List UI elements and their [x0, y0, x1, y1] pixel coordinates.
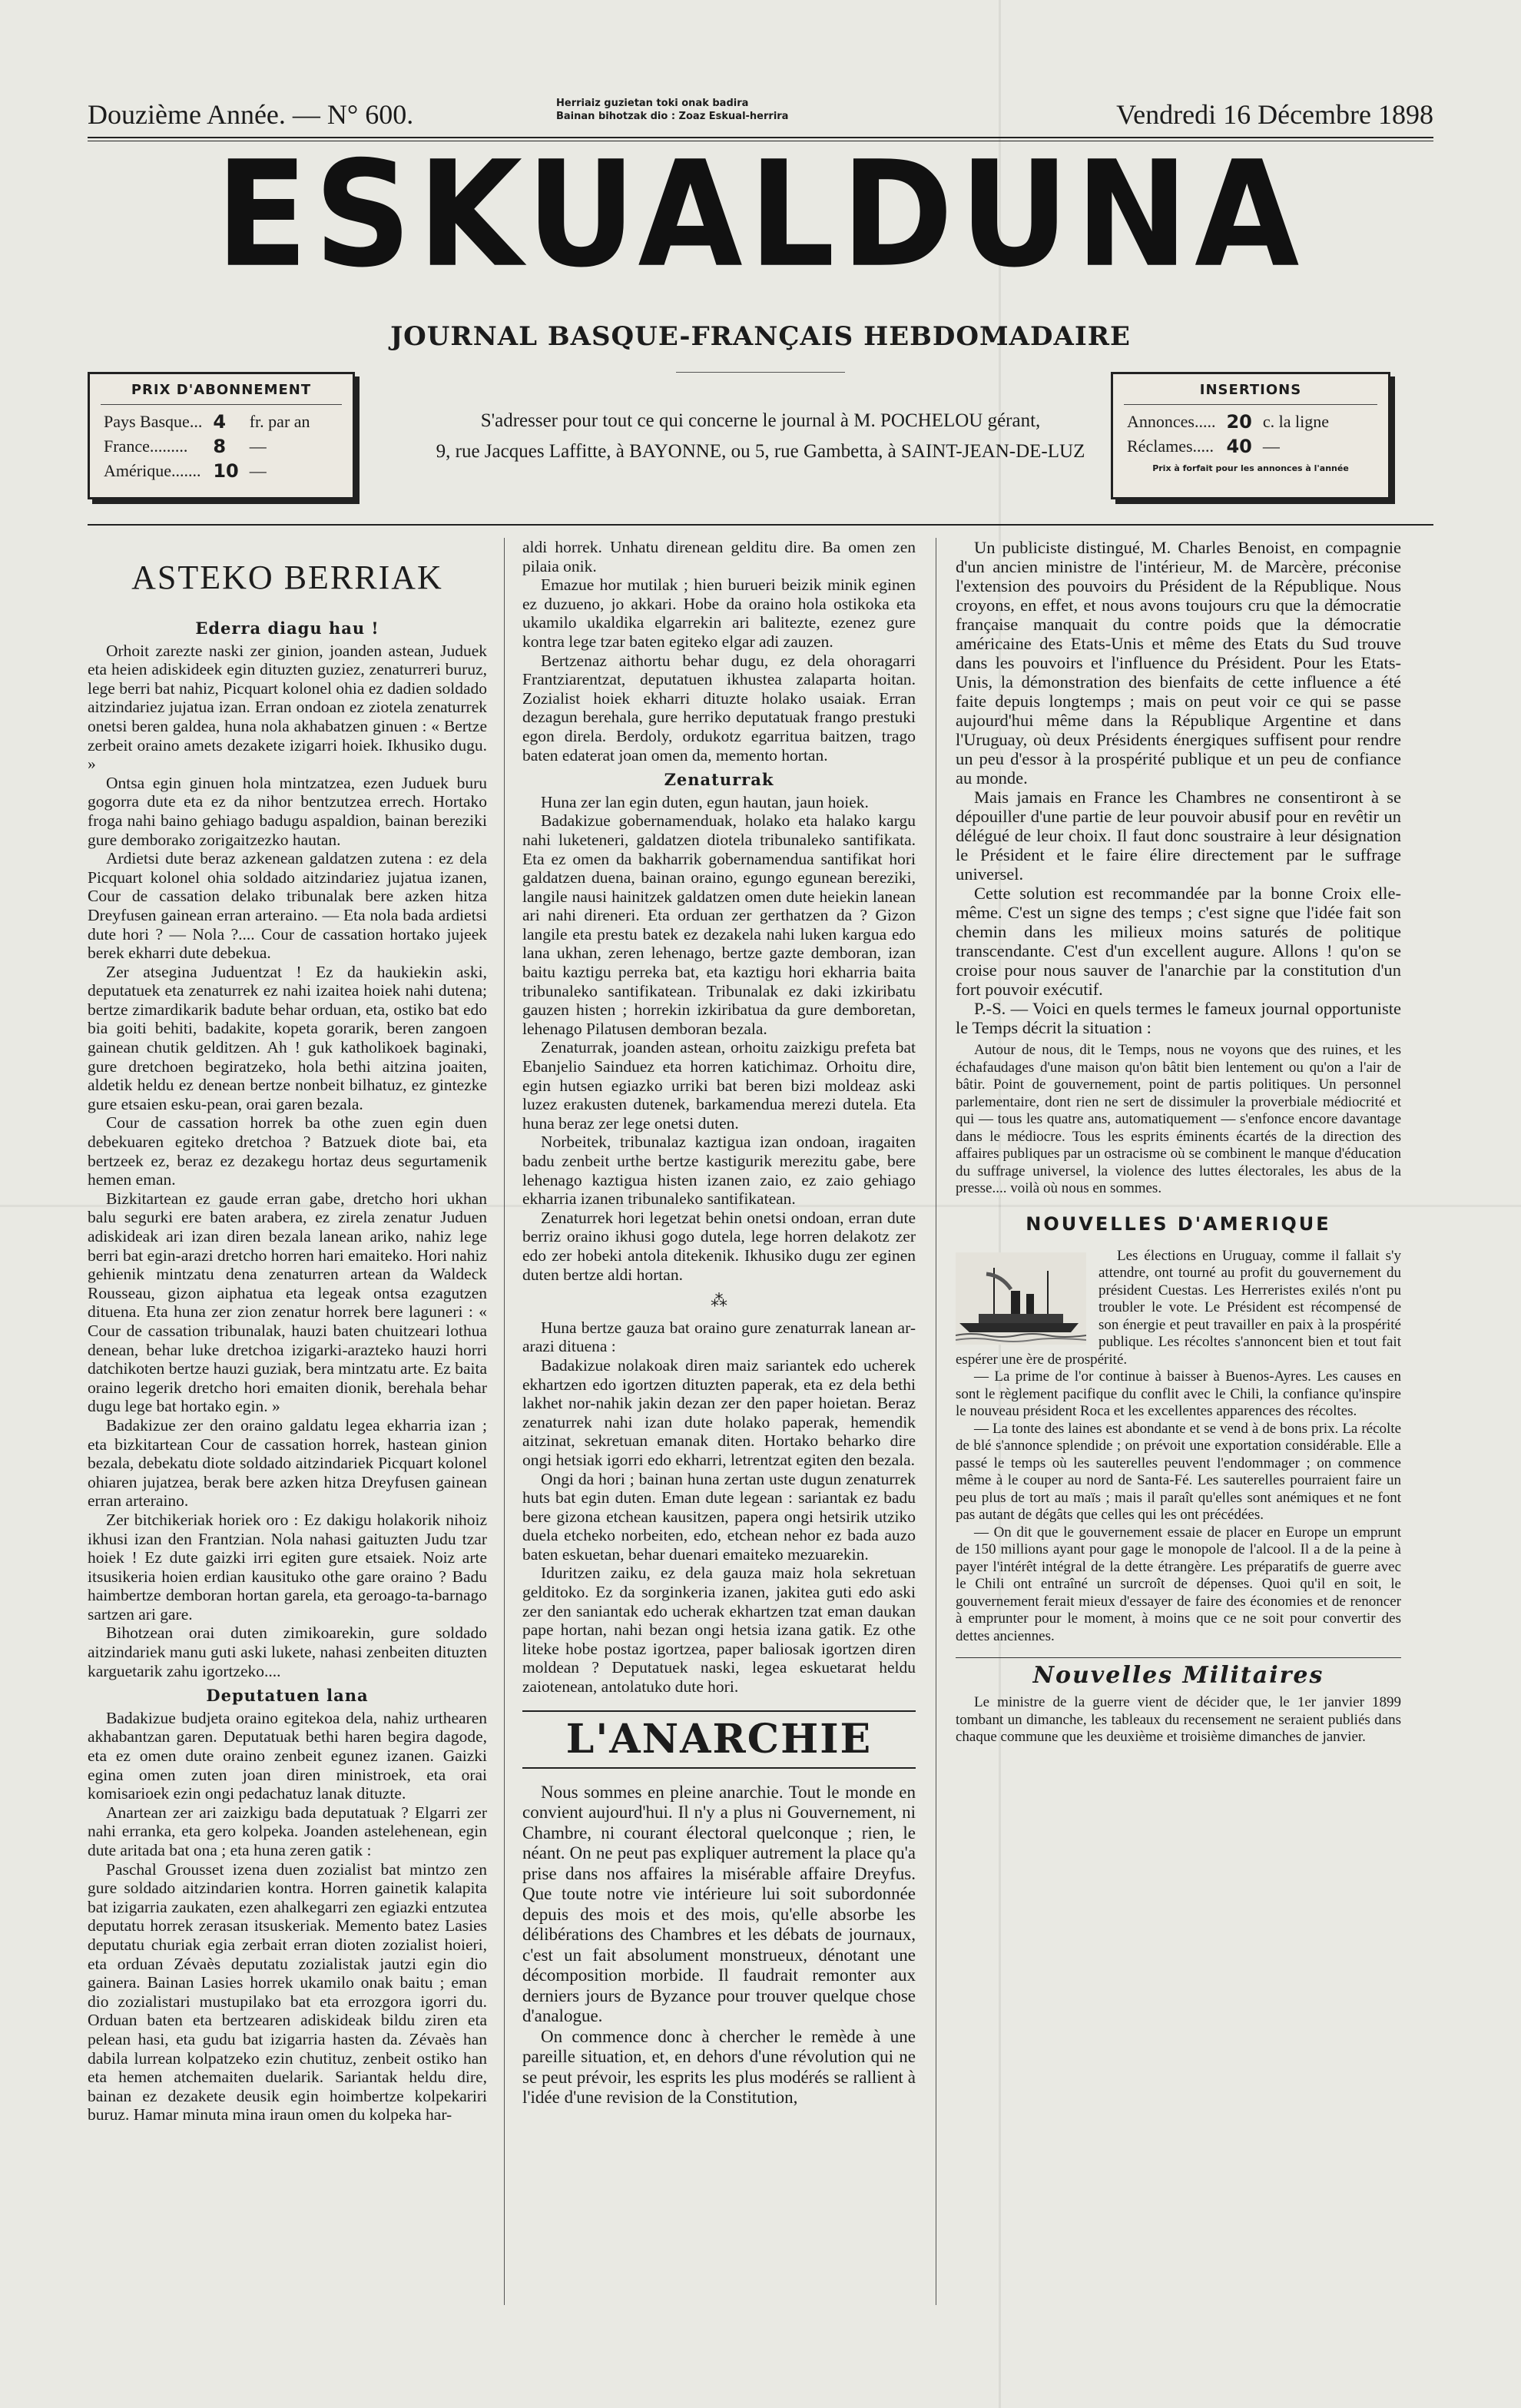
- paragraph: Un publiciste distingué, M. Charles Benoist, en compagnie d'un ancien ministre de l'intérieur, M. de Marcère, préconise l'extension des pouvoirs du Président de la République. Nous croyons, en effet, et nous avons toujours cru que la démocratie française manquait du contre poids que la démocratie américaine des Etats-Unis et même des Etats du Sud trouve dans les pouvoirs et l'influence du Président. Pour les Etats-Unis, la démonstration des bienfaits de cette influence a été faite depuis longtemps ; mais on peut voir ce qui se passe aujourd'hui même dans la République Argentine et dans l'Uruguay, où deux Présidents énergiques suffisent pour rendre un peu d'essor à la prospérité publique et un peu de confiance au monde.: [956, 538, 1401, 788]
- article-subheading: Deputatuen lana: [206, 1686, 369, 1706]
- paragraph: Huna bertze gauza bat oraino gure zenaturrak lanean ar-arazi dituena :: [522, 1318, 916, 1356]
- paragraph: Ongi da hori ; bainan huna zertan uste dugun zenaturrek huts bat egin duten. Eman dute legean : sariantak ez badu bere gizona etchean kausitzen, papera ongi hetsirik utziko duela etcheko norbeiten, edo, etchean nehor ez bada auzo baten eskuetan, behar duenari emaiteko mezuarekin.: [522, 1469, 916, 1564]
- paragraph: — On dit que le gouvernement essaie de placer en Europe un emprunt de 150 millions ayant pour gage le monopole de l'alcool. Il a de la peine à payer l'intérêt intégral de la dette étrangère. Les préparatifs de guerre avec le Chili ont entraîné un surcroît de dépenses. Quoi qu'il en soit, le gouvernement ferait mieux d'essayer de faire des économies et de renoncer à emprunter pour le moment, à moins que ce ne soit pour convertir des dettes anciennes.: [956, 1524, 1401, 1644]
- steamship-illustration: [956, 1252, 1086, 1345]
- issue-date: Vendredi 16 Décembre 1898: [1116, 99, 1433, 130]
- abonnement-row: France......... 8 —: [104, 436, 267, 457]
- article-subheading: Ederra diagu hau !: [195, 619, 379, 638]
- paragraph: Badakizue nolakoak diren maiz sariantek edo ucherek ekhartzen edo igortzen dituzten paperak, eta ez dela bethi lakhet nor-nahik jakin dezan zer den paper hoietan. Beraz zenaturrek nahi izan dute holako paperak, hemendik aitzinat, sekretuan emanak diten. Hortako beharko dire ongi hetsiak igorri edo ekharri, letrentzat egiten den bezala.: [522, 1355, 916, 1469]
- separator-ornament: ⁂: [711, 1291, 727, 1311]
- abonnement-title: PRIX D'ABONNEMENT: [131, 382, 312, 398]
- box-rule: [1124, 404, 1377, 405]
- abonnement-box: [88, 372, 355, 499]
- paragraph: — La prime de l'or continue à baisser à Buenos-Ayres. Les causes en sont le règlement pacifique du conflit avec le Chili, la confiance qu'inspire le nouveau président Roca et les excellentes apparences des récoltes.: [956, 1368, 1401, 1419]
- paragraph: Bertzenaz aithortu behar dugu, ez dela ohoragarri Frantziarentzat, deputatuen ikhustea zalaparta hoitan. Zozialist hoiek ekharri dituzte holako usaiak. Erran dezagun berehala, gure herriko deputatuak frango prestuki egon direla. Berdoly, ordukotz egarritua baitzen, trago baten edaterat joan omen da, memento hortan.: [522, 651, 916, 765]
- insertions-table: [1124, 410, 1332, 459]
- paragraph: P.-S. — Voici en quels termes le fameux journal opportuniste le Temps décrit la situation :: [956, 999, 1401, 1037]
- column-1: [88, 538, 487, 2124]
- paragraph: On commence donc à chercher le remède à une pareille situation, et, en dehors d'une révolution qui ne se peut prévoir, les esprits les plus modérés se rallient à l'idée d'une revision de la Constitution,: [522, 2026, 916, 2108]
- paragraph: Nous sommes en pleine anarchie. Tout le monde en convient aujourd'hui. Il n'y a plus ni Gouvernement, ni Chambre, ni courant électoral quelconque ; rien, le néant. On ne peut pas expliquer autrement la place qu'a prise dans nos affaires la misérable affaire Dreyfus. Que toute notre vie intérieure lui soit subordonnée depuis des mois et des mois, qu'elle absorbe les délibérations des Chambres et les débats de journaux, c'est un fait absolument monstrueux, dénotant une décomposition morbide. Il faudrait remonter aux derniers jours de Byzance pour trouver quelque chose d'analogue.: [522, 1782, 916, 2026]
- insertions-note: Prix à forfait pour les annonces à l'année: [1152, 463, 1349, 473]
- motto-line: Bainan bihotzak dio : Zoaz Eskual-herrira: [556, 111, 789, 122]
- abonnement-table: [101, 410, 313, 483]
- paragraph: Emazue hor mutilak ; hien burueri beizik minik eginen ez duzueno, jo akkari. Hobe da oraino hola ostikoka eta ukamilo ukaldika elgarrekin ari balitezte, ezenez gure kontra lege tzar baten egiteko elgar adi zauzen.: [522, 575, 916, 651]
- paragraph: Zenaturrek hori legetzat behin onetsi ondoan, erran dute berriz oraino ikhusi gogo dutela, lege horren delakotz zer edo zer hobeki antola ditekenik. Ikhusiko dugu zer eginen duten bertze aldi hortan.: [522, 1208, 916, 1284]
- insertions-title: INSERTIONS: [1199, 382, 1302, 398]
- paragraph: Zer bitchikeriak horiek oro : Ez dakigu holakorik nihoiz ikhusi izan den Frantzian. Nola nahasi gaituzten Judu tzar hoiek ! Ez dute gaizki irri egiten gure etsaiek. Noiz arte itsusikeria hoien erdian kausituko othe gare oraino ? Badu haimbertze demboran hortan garela, eta geroago-ta-barnago sartzen ari gare.: [88, 1510, 487, 1624]
- motto: [556, 97, 788, 123]
- issue-number: Douzième Année. — N° 600.: [88, 99, 414, 130]
- insertions-box: [1111, 372, 1390, 499]
- paragraph: Mais jamais en France les Chambres ne consentiront à se dépouiller d'une partie de leur pouvoir abusif pour en revêtir un délégué de leur choix. Il faut donc soustraire à leur désignation le Président et le faire élire directement par le suffrage universel.: [956, 788, 1401, 884]
- abonnement-row: Pays Basque... 4 fr. par an: [104, 411, 310, 433]
- paragraph: Badakizue budjeta oraino egitekoa dela, nahiz urthearen akhabantzan garen. Deputatuak bethi haren begira dagode, eta ez omen dute oraino zenbeit egunez izanen. Gaizki egina omen zuten joan diren ministroek, eta orai komisarioek ezin ongi pedachatuz lanak dituzte.: [88, 1708, 487, 1803]
- subtitle-rule: [676, 372, 845, 373]
- column-3: [956, 538, 1401, 1746]
- paragraph: — La tonte des laines est abondante et se vend à de bons prix. La récolte de blé s'annonce splendide ; on prévoit une exportation considérable. Elle a passé le temps où les sauterelles peuvent l'endommager ; on commence même à le couper au nord de Santa-Fé. Les sauterelles pourraient faire un peu plus de tort au maïs ; mais il paraît qu'elles sont anémiques et ne font pas autant de dégâts que celles qui les ont précédées.: [956, 1420, 1401, 1523]
- paragraph: Les élections en Uruguay, comme il fallait s'y attendre, ont tourné au profit du gouvernement du président Cuestas. Les Herreristes exilés n'ont pu troubler le vote. Le Président est récompensé de son énergie et peut travailler en paix à la prospérité publique. Les récoltes s'annoncent bien et tout fait espérer une ère de prospérité.: [956, 1247, 1401, 1368]
- paragraph: Ardietsi dute beraz azkenean galdatzen zutena : ez dela Picquart kolonel ohia soldado aitzindariez jujatua izanen, Cour de cassation delako tribunalak bere azken hitza Dreyfusen gainean erran arteraino. — Eta nola bada ardietsi dute hori ? — Nola ?.... Cour de cassation hortako jujeek berek ekharri dute debekua.: [88, 849, 487, 963]
- insertions-row: Annonces..... 20 c. la ligne: [1127, 411, 1330, 433]
- column-rule: [504, 538, 505, 2305]
- paragraph: Cette solution est recommandée par la bonne Croix elle-même. C'est un signe des temps ; c'est signe que l'idée fait son chemin dans les milieux moins saturés de politique transcendante. C'est d'un excellent augure. Allons ! qu'on se croise pour nous sauver de l'anarchie par la constitution d'un fort pouvoir exécutif.: [956, 884, 1401, 999]
- quote-paragraph: Autour de nous, dit le Temps, nous ne voyons que des ruines, et les échafaudages d'une maison qu'on bâtit bien lentement ou qu'on a l'air de bâtir. Point de gouvernement, point de partis politiques. Un personnel parlementaire, dont rien ne sert de dissimuler la proverbiale médiocrité et qui — tous les quatre ans, automatiquement — s'enfonce encore davantage dans le médiocre. Tous les esprits éminents écartés de la direction des affaires publiques par un ostracisme où se combinent le manque d'éducation du suffrage universel, la violence des luttes électorales, les abus de la presse.... voilà où nous en sommes.: [956, 1042, 1401, 1196]
- paragraph: Orhoit zarezte naski zer ginion, joanden astean, Juduek eta heien adiskideek egin dituzten guziez, zenaturreri buruz, lege berri bat nahiz, Picquart kolonel ohia ez dadien soldado aitzindariez jujatua izan. Erran ondoan ez ziotela zenaturrek onetsi beren galdea, huna nola akhabatzen ginuen : « Bertze zerbeit oraino amets dezakete izigarri hoiek. Ikhusiko dugu. »: [88, 641, 487, 774]
- box-rule: [101, 404, 342, 405]
- abonnement-row: Amérique....... 10 —: [104, 460, 267, 482]
- paragraph: Badakizue gobernamenduak, holako eta halako kargu nahi luketeneri, galdatzen diotela tribunaleko santifikata. Eta ez omen da bakharrik gobernamendua santifikat hori galdatzen duena, bainan oraino, egungo egunean bereziki, langile nausi hainitzek galdatzen omen dute heiekin lanean ari nahi direneri. Eta orduan zer gerthatzen da ? Gizon langile eta prestu batek ez dezakela nahi luken kargua edo lana ukhan, zeren lehenago, bertze gazte demboran, izan baitu kaztigu perreka bat, eta kaztigu hori ekharria baita tribunaleko santifikatean. Tribunalak ez daki izkiribatu gauzen histen ; horrekin izkiribatua da gure demboretan, lehenago Pilatusen demboran bezala.: [522, 811, 916, 1038]
- masthead-subtitle: JOURNAL BASQUE-FRANÇAIS HEBDOMADAIRE: [390, 321, 1131, 352]
- paragraph: Le ministre de la guerre vient de décider que, le 1er janvier 1899 tombant un dimanche, les tableaux du recensement ne seraient publiés dans chaque commune que les deuxième et troisième dimanches de janvier.: [956, 1694, 1401, 1745]
- section-heading: NOUVELLES D'AMERIQUE: [1026, 1212, 1331, 1235]
- paragraph: Huna zer lan egin duten, egun hautan, jaun hoiek.: [541, 792, 869, 811]
- address-block: [353, 406, 1168, 467]
- insertions-row: Réclames..... 40 —: [1127, 436, 1280, 457]
- paragraph: Badakizue zer den oraino galdatu legea ekharria izan ; eta bizkitartean Cour de cassation horrek, hastean ginion bezala, debekatu diote soldado aitzindariek Picquart kolonel ohiaren jujatzea, berak bere azken hitza Dreyfusen gainean erran arteraino.: [88, 1415, 487, 1511]
- motto-line: Herriaiz guzietan toki onak badira: [556, 98, 749, 109]
- article-headline: L'ANARCHIE: [522, 1710, 916, 1769]
- article-subheading: Zenaturrak: [664, 770, 774, 790]
- paragraph: Zer atsegina Juduentzat ! Ez da haukiekin aski, deputatuek eta zenaturrek ez nahi izaitea hoiek nahi dutena; bertze zimardikarik badute behar orduan, eta, ostiko bat edo bia goiti behiti, badakite, kopeta gorarik, beren zangoen gainean chutik gelditzen. Ah ! guk katholikoek baginaki, gure dretchoen begiratzeko, hola bethi aitzina joaiten, aldetik heldu ez denean bertze nonbeit bilhatuz, ez gintezke gure etsaien esku-pean, orai garen bezala.: [88, 962, 487, 1113]
- paragraph: Ontsa egin ginuen hola mintzatzea, ezen Juduek buru gogorra dute eta ez da nihor bentzutzea errech. Hortako froga nahi baino gehiago badugu aspaldion, bainan bereziki gure demborako zorigaitzezko hautan.: [88, 773, 487, 849]
- paragraph: Paschal Grousset izena duen zozialist bat mintzo zen gure soldado aitzindarien kontra. Horren gainetik kalapita bat izigarria zaukaten, ezen ahalkegarri zen egiazki entzutea deputatu horrek zerasan itsuskeriak. Memento batez Lasies deputatu churiak egia zerbait erran dioten zozialist hoieri, eta orduan Zévaès deputatu zozialistak jautzi egin dio gainera. Bainan Lasies horrek ukamilo onak baitu ; eman dio zozialistari mustupilako bat eta errozgora igorri du. Orduan baten eta bertzearen adiskideak bildu ziren eta pelean hasi, eta gudu bat izigarria hasten da. Zévaès han dabila lurrean kolpatzeko ezin chutituz, zenbeit ostiko han eta hemen atchemaiten duelarik. Sariantak heldu dire, bainan ez dezakete deusik egin hoimbertze kolpekariri buruz. Hamar minuta mina iraun omen du kolpeka har-: [88, 1859, 487, 2124]
- paragraph: Bizkitartean ez gaude erran gabe, dretcho hori ukhan balu segurki ere baten arabera, ez zirela zenatur Juduen adiskideak ari izan diren bezala lanean ariko, nahiz lege berri bat egin-arazi dretcho horren hari emaiteko. Hori nahiz gehienik mintzatu dena zenaturren artean da Waldeck Rousseau, gizon aiphatua eta legeak ontsa ezagutzen dituena. Eta huna zer zion zenatur horrek bere laguneri : « Cour de cassation tribunalak, hauzi baten chuitzeari lothua denean, behar luke dretchoa izigarki-arazteko hauzi horri datchikoten bertze hauzi guziak, bera mintzatu arte. Ez baita oraino legerik dretcho hori emaiten dionik, berehala behar dugu lege bat hortako egin. »: [88, 1189, 487, 1416]
- paragraph: Bihotzean orai duten zimikoarekin, gure soldado aitzindariek manu guti aski lukete, nahasi zenbeiten dituzten karguetarik zahu igortzeko....: [88, 1624, 487, 1680]
- section-heading: Nouvelles Militaires: [956, 1657, 1401, 1685]
- paragraph: Norbeitek, tribunalaz kaztigua izan ondoan, iragaiten badu zenbeit urthe bertze kastigurik merezitu gabe, bere lehenago kaztigua histen izanen zaio, ez zaio gehiago ekharria izanen tribunaleko santifikatean.: [522, 1133, 916, 1209]
- paragraph: aldi horrek. Unhatu direnean gelditu dire. Ba omen zen pilaia onik.: [522, 538, 916, 575]
- paragraph: Zenaturrak, joanden astean, orhoitu zaizkigu prefeta bat Ebanjelio Sainduez eta horren katichimaz. Orhoitu dire, egin hutsen egiazko urriki bat beren bizi moldeaz aski luzez erakusten dutenek, barkamendua merezi dutela. Eta huna beraz zer lege onetsi duten.: [522, 1038, 916, 1133]
- address-line: 9, rue Jacques Laffitte, à BAYONNE, ou 5, rue Gambetta, à SAINT-JEAN-DE-LUZ: [436, 441, 1085, 462]
- address-line: S'adresser pour tout ce qui concerne le journal à M. POCHELOU gérant,: [480, 410, 1041, 431]
- masthead-title: ESKUALDUNA: [215, 129, 1306, 300]
- paragraph: Iduritzen zaiku, ez dela gauza maiz hola sekretuan gelditoko. Ez da sorginkeria izanen, jakitea guti edo aski zer den saniantak edo ucherak ekhartzen tzat eman daukan pape hortan, nahi bezan ongi hetsia izana gatik. Ez othe liteke hobe postaz igortzea, paper baliosak igortzen diren moldean ? Deputatuek naski, legea eskuetarat heldu zaiotenean, antolatuko dute hori.: [522, 1564, 916, 1697]
- column-2: [522, 538, 916, 2108]
- paragraph: Anartean zer ari zaizkigu bada deputatuak ? Elgarri zer nahi erranka, eta gero kolpeka. Joanden astelehenean, egin dute aritada bat ona ; eta huna zeren gatik :: [88, 1803, 487, 1859]
- paragraph: Cour de cassation horrek ba othe zuen egin duen debekuaren egiteko dretchoa ? Batzuek diote bai, eta bertzeek ez, beraz ez dezakegu hortaz deus segurtamenik hemen eman.: [88, 1113, 487, 1189]
- section-heading: ASTEKO BERRIAK: [131, 559, 443, 596]
- header-bottom-rule: [88, 524, 1433, 526]
